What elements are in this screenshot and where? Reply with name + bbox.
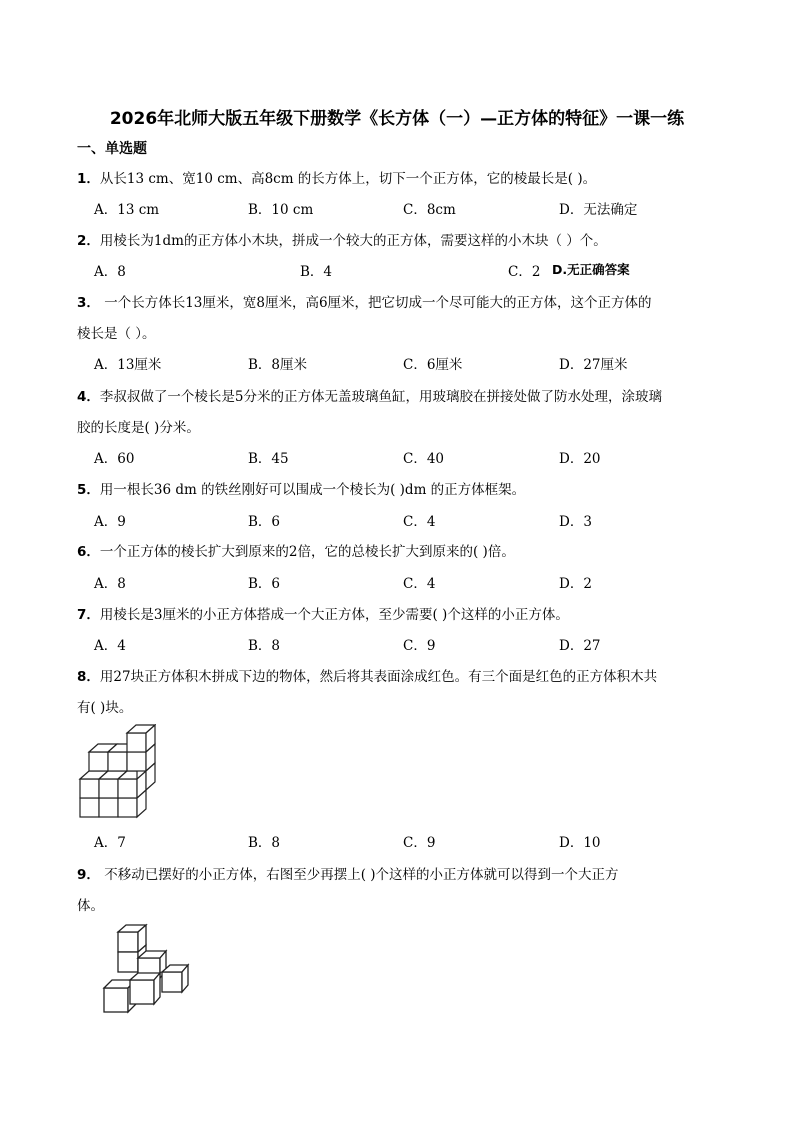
question-9-continued: 体。 [77,898,104,914]
question-text: 用棱长为1dm的正方体小木块，拼成一个较大的正方体，需要这样的小木块（ ）个。 [99,233,607,249]
option-b: B．45 [248,451,289,467]
question-3-continued: 棱长是（ ）。 [77,326,156,342]
question-number: 9． [77,867,100,883]
option-b: B．6 [248,514,281,530]
option-a: A．60 [94,451,135,467]
question-number: 3． [77,295,100,311]
option-c: C．6厘米 [403,357,463,373]
question-text-line-1: 用27块正方体积木拼成下边的物体，然后将其表面涂成红色。有三个面是红色的正方体积木共 [99,669,658,685]
question-8-continued: 有( )块。 [77,700,133,716]
cube-stack-figure-q9 [100,922,192,1018]
question-text-line-1: 一个长方体长13厘米，宽8厘米，高6厘米，把它切成一个尽可能大的正方体，这个正方体的 [99,295,652,311]
option-a: A．8 [94,264,126,280]
option-a: A．9 [94,514,126,530]
option-a: A．4 [94,638,126,654]
option-d: D．27 [559,638,601,654]
question-number: 4． [77,389,100,405]
question-text: 从长13 cm、宽10 cm、高8cm 的长方体上，切下一个正方体，它的棱最长是( )。 [99,171,597,187]
option-d: D．无法确定 [559,202,638,218]
question-text: 用棱长是3厘米的小正方体搭成一个大正方体，至少需要( )个这样的小正方体。 [99,607,569,623]
page-title: 2026年北师大版五年级下册数学《长方体（一）—正方体的特征》一课一练 [109,109,685,129]
question-4-continued: 胶的长度是( )分米。 [77,420,200,436]
option-c: C．9 [403,835,436,851]
option-d: D．3 [559,514,592,530]
question-9 [77,863,619,883]
option-b: B．8厘米 [248,357,308,373]
option-b: B．4 [300,264,333,280]
question-number: 6． [77,544,100,560]
question-number: 8． [77,669,100,685]
option-c: C．4 [403,514,436,530]
option-b: B．10 cm [248,202,314,218]
option-a: A．13厘米 [94,357,162,373]
question-6 [77,540,515,560]
question-7 [77,603,569,623]
question-number: 5． [77,482,100,498]
question-number: 2． [77,233,100,249]
option-a: A．7 [94,835,126,851]
question-3 [77,291,652,311]
question-number: 1． [77,171,100,187]
question-5 [77,478,525,498]
cube-stack-figure-q8 [76,724,156,824]
option-a: A．13 cm [94,202,160,218]
question-4 [77,385,662,405]
option-c: C．9 [403,638,436,654]
section-title: 一、单选题 [77,141,147,157]
option-c: C．2 [508,264,541,280]
option-d: D．10 [559,835,601,851]
option-d: D．2 [559,576,592,592]
option-c: C．4 [403,576,436,592]
question-8 [77,665,657,685]
option-d: D．20 [559,451,601,467]
option-b: B．8 [248,835,281,851]
option-d: D.无正确答案 [552,262,630,277]
question-text: 一个正方体的棱长扩大到原来的2倍，它的总棱长扩大到原来的( )倍。 [99,544,515,560]
question-text-line-1: 李叔叔做了一个棱长是5分米的正方体无盖玻璃鱼缸，用玻璃胶在拼接处做了防水处理，涂玻璃 [99,389,662,405]
option-c: C．40 [403,451,445,467]
option-c: C．8cm [403,202,456,218]
question-2 [77,229,607,249]
question-number: 7． [77,607,100,623]
question-1 [77,167,596,187]
option-b: B．6 [248,576,281,592]
question-text: 用一根长36 dm 的铁丝刚好可以围成一个棱长为( )dm 的正方体框架。 [99,482,526,498]
option-a: A．8 [94,576,126,592]
option-d: D．27厘米 [559,357,628,373]
question-text-line-1: 不移动已摆好的小正方体，右图至少再摆上( )个这样的小正方体就可以得到一个大正方 [99,867,619,883]
option-b: B．8 [248,638,281,654]
